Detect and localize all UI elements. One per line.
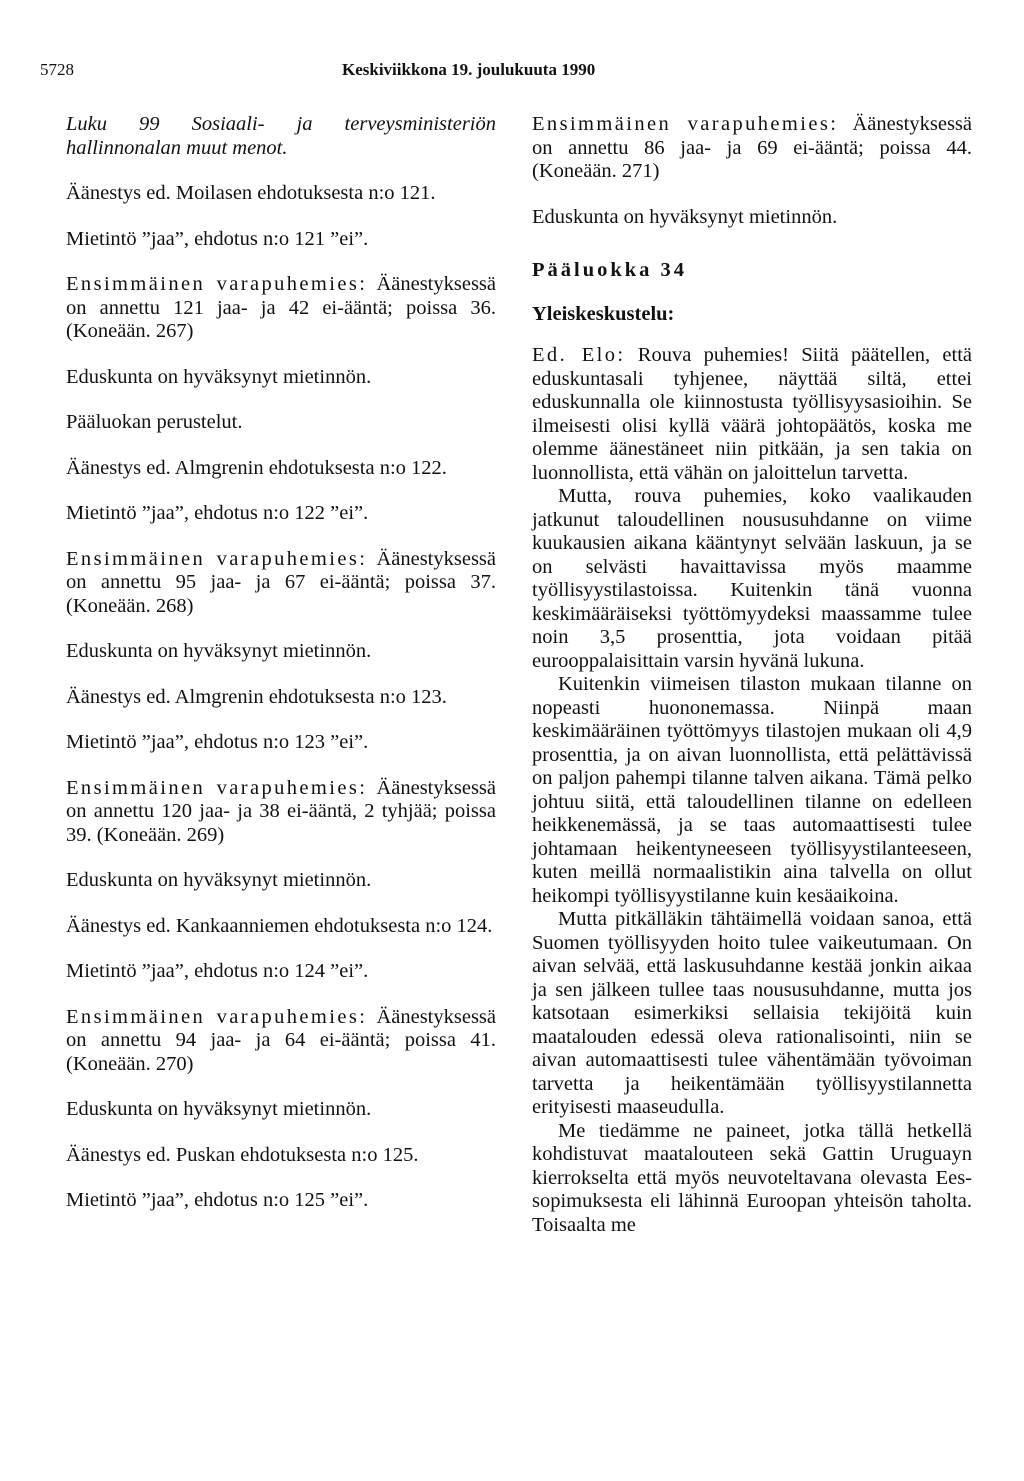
- vote-subject: Äänestys ed. Moilasen ehdotuksesta n:o 121.: [66, 182, 436, 204]
- vote-result: [66, 548, 496, 619]
- speech-paragraph: Mutta pitkälläkin tähtäimellä voidaan sanoa, että Suomen työllisyyden hoito tulee vaikeutumaan. On aivan selvää, että laskusuhdanne kestää jonkin aikaa ja sen jälkeen tullee taas noususuhdanne, mutta jos katsotaan esimerkiksi sellaisia tekijöitä kuin maatalouden edessä oleva rationalisointi, niin se aivan automaattisesti tulee vähentämään työvoiman tarvetta ja heikentämään työllisyystilannetta erityisesti maaseudulla.: [532, 908, 972, 1118]
- approval-statement: Eduskunta on hyväksynyt mietinnön.: [66, 869, 372, 891]
- vote-subject: Äänestys ed. Kankaanniemen ehdotuksesta n:o 124.: [66, 914, 493, 937]
- approval-statement: Eduskunta on hyväksynyt mietinnön.: [532, 205, 838, 228]
- report-proposal: Mietintö ”jaa”, ehdotus n:o 125 ”ei”.: [66, 1189, 369, 1211]
- vote-result-text: Äänestyksessä on annettu 86 jaa- ja 69 ei-ääntä; poissa 44. (Koneään. 271): [532, 113, 972, 182]
- report-proposal: Mietintö ”jaa”, ehdotus n:o 123 ”ei”.: [66, 731, 369, 753]
- speaker-name: Ensimmäinen varapuhemies:: [66, 1005, 368, 1028]
- report-proposal: Mietintö ”jaa”, ehdotus n:o 121 ”ei”.: [66, 227, 369, 250]
- vote-result-text: Äänestyksessä on annettu 95 jaa- ja 67 ei-ääntä; poissa 37. (Koneään. 268): [66, 547, 496, 617]
- debate-heading: Yleiskeskustelu:: [532, 302, 675, 325]
- approval-statement: Eduskunta on hyväksynyt mietinnön.: [66, 640, 372, 662]
- vote-result: [532, 113, 972, 184]
- speaker-name: Ensimmäinen varapuhemies:: [66, 273, 368, 295]
- speaker-name: Ensimmäinen varapuhemies:: [66, 547, 368, 570]
- vote-subject: Äänestys ed. Almgrenin ehdotuksesta n:o 122.: [66, 456, 447, 479]
- speech-paragraph: Me tiedämme ne paineet, jotka tällä hetkellä kohdistuvat maatalouteen sekä Gattin Uruguayn kierrokselta että myös neuvoteltavana olevasta Ees-sopimuksesta eli lähinnä Euroopan yhteisön taholta. Toisaalta me: [532, 1119, 972, 1236]
- vote-result-text: Äänestyksessä on annettu 120 jaa- ja 38 ei-ääntä, 2 tyhjää; poissa 39. (Koneään. 269): [66, 776, 496, 846]
- vote-result: [66, 1006, 496, 1077]
- vote-result: [66, 273, 496, 344]
- right-column: [532, 113, 972, 1237]
- vote-subject: Äänestys ed. Puskan ehdotuksesta n:o 125.: [66, 1143, 419, 1166]
- page-header: [40, 60, 990, 86]
- approval-statement: Eduskunta on hyväksynyt mietinnön.: [66, 1098, 372, 1120]
- speech-text: Rouva puhemies! Siitä päätellen, että eduskuntasali tyhjenee, näyttää siltä, ettei eduskunnalla ole kiinnostusta työllisyysasioihin. Se ilmeisesti olisi kyllä väärä johtopäätös, koska me olemme äänestäneet niin pitkään, ja sen takia on luonnollista, että vähän on jaloittelun tarvetta.: [532, 344, 973, 484]
- section-title: Luku 99 Sosiaali- ja terveysministeriön hallinnonalan muut menot.: [66, 113, 496, 159]
- speaker-name: Ed. Elo:: [532, 344, 626, 366]
- vote-result-text: Äänestyksessä on annettu 94 jaa- ja 64 ei-ääntä; poissa 41. (Koneään. 270): [66, 1005, 496, 1075]
- speech-paragraph: Kuitenkin viimeisen tilaston mukaan tilanne on nopeasti huononemassa. Niinpä maan keskimääräinen työttömyys tilastojen mukaan oli 4,9 prosenttia, ja on aivan luonnollista, että pelättävissä on paljon pahempi tilanne talven aikana. Tämä pelko johtuu siitä, että taloudellinen tilanne on edelleen heikkenemässä, ja se taas automaattisesti tulee johtamaan heikentyneeseen työllisyystilanteeseen, kuten meillä normaalistikin aina talvella on ollut heikompi työllisyystilanne kuin kesäaikoina.: [532, 673, 972, 907]
- left-column: [66, 113, 496, 1235]
- vote-result-text: Äänestyksessä on annettu 121 jaa- ja 42 ei-ääntä; poissa 36. (Koneään. 267): [66, 273, 496, 342]
- report-proposal: Mietintö ”jaa”, ehdotus n:o 124 ”ei”.: [66, 960, 369, 982]
- running-head: Keskiviikkona 19. joulukuuta 1990: [342, 60, 596, 79]
- left-column-blocks: [66, 182, 496, 1213]
- report-proposal: Mietintö ”jaa”, ehdotus n:o 122 ”ei”.: [66, 502, 369, 524]
- speaker-name: Ensimmäinen varapuhemies:: [532, 113, 839, 135]
- speech-paragraph: Mutta, rouva puhemies, koko vaalikauden jatkunut taloudellinen noususuhdanne on viime kuukausien aikana kääntynyt selvään laskuun, ja se on selvästi havaittavissa myös maamme työllisyystilastoissa. Kuitenkin tänä vuonna keskimääräiseksi työttömyydeksi maassamme tulee noin 3,5 prosenttia, jota voidaan pitää eurooppalaisittain varsin hyvänä lukuna.: [532, 485, 972, 672]
- speech: [532, 344, 972, 1237]
- page-number: 5728: [40, 60, 74, 79]
- speech-paragraph: [532, 344, 972, 485]
- speaker-name: Ensimmäinen varapuhemies:: [66, 776, 368, 799]
- approval-statement: Eduskunta on hyväksynyt mietinnön.: [66, 365, 372, 388]
- main-class-heading: Pääluokka 34: [532, 259, 688, 281]
- section-heading: Pääluokan perustelut.: [66, 411, 243, 433]
- vote-subject: Äänestys ed. Almgrenin ehdotuksesta n:o 123.: [66, 685, 447, 708]
- vote-result: [66, 777, 496, 848]
